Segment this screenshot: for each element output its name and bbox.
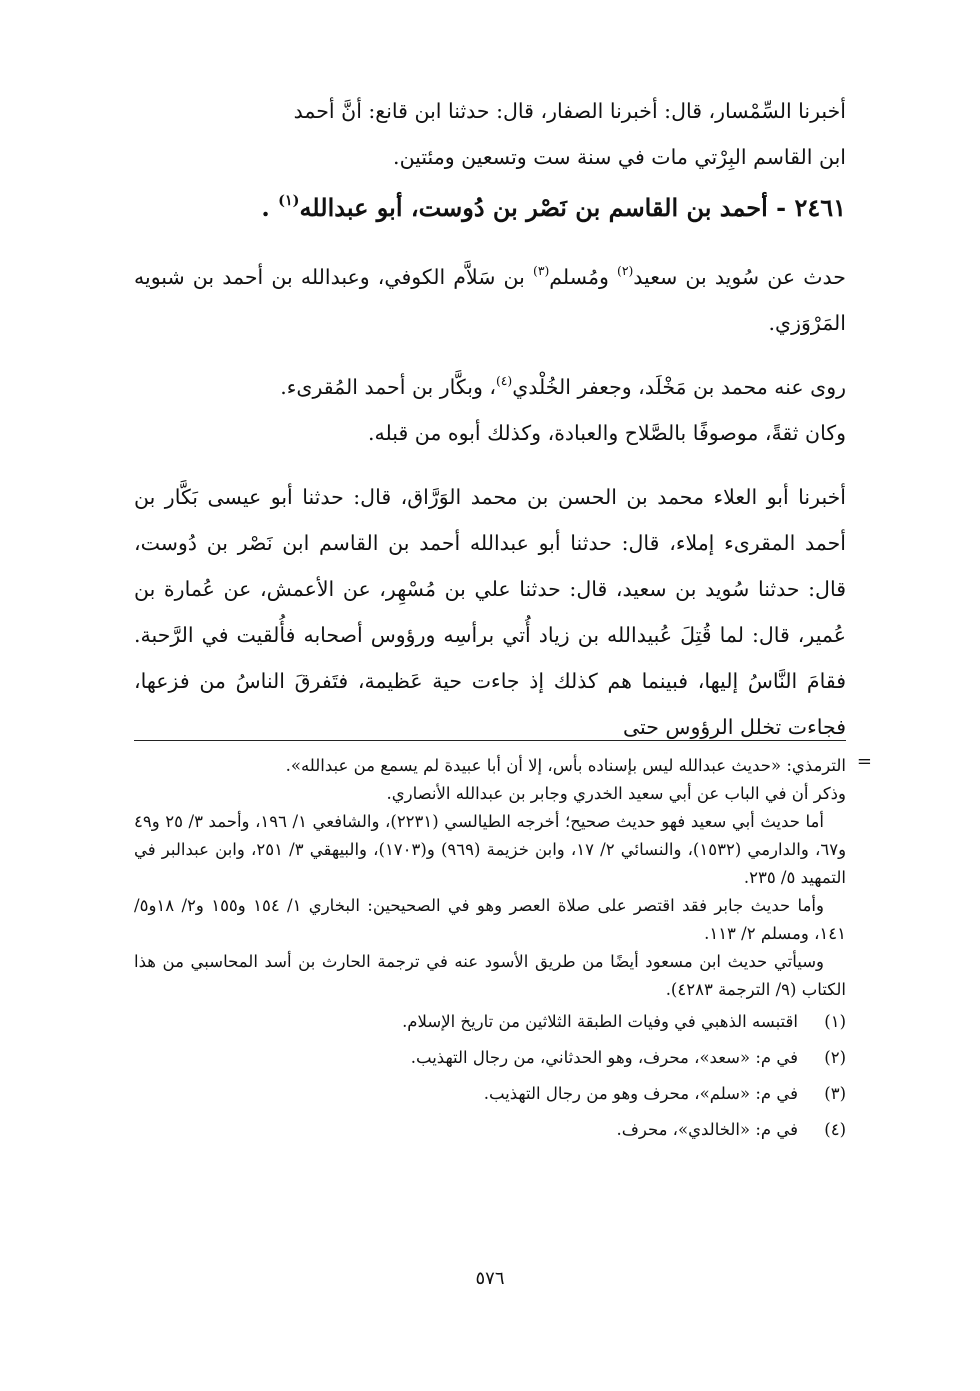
footnote-ref-4: (٤) — [495, 373, 513, 388]
note-line: وأما حديث جابر فقد اقتصر على صلاة العصر وهو في الصحيحين: البخاري ١/ ١٥٤ و١٥٥ و٢/ ١٨و٥/ ١٤١، ومسلم ٢/ ١١٣. — [134, 896, 846, 943]
continuation-mark: = — [856, 751, 872, 772]
note-line: وسيأتي حديث ابن مسعود أيضًا من طريق الأسود عنه في ترجمة الحارث بن أسد المحاسبي من هذا الكتاب (٩/ الترجمة ٤٢٨٣). — [134, 952, 846, 999]
note-line: أما حديث أبي سعيد فهو حديث صحيح؛ أخرجه الطيالسي (٢٢٣١)، والشافعي ١/ ١٩٦، وأحمد ٣/ ٢٥ و٤٩ و٦٧، والدارمي (١٥٣٢)، والنسائي ٢/ ١٧، وابن خزيمة (٩٦٩) و(١٧٠٣)، والبيهقي ٣/ ٢٥١، وابن عبدالبر في التمهيد ٥/ ٢٣٥. — [134, 812, 847, 887]
teachers-paragraph: حدث عن سُويد بن سعيد$^{(٢)}$ ومُسلم$^{(٣)}$ بن سَلاَّم الكوفي، وعبدالله بن أحمد بن شبويه المَرْوَزي. — [134, 263, 846, 335]
entry-end: . — [261, 193, 270, 222]
footnote-text: في م: «الخالدي»، محرف. — [616, 1120, 798, 1139]
footnote-number: (١) — [824, 1012, 846, 1031]
main-text — [134, 88, 846, 750]
footnote-ref-3: (٣) — [533, 263, 550, 278]
entry-heading — [134, 180, 846, 236]
footnote-divider — [134, 740, 846, 741]
footnote-4 — [134, 1112, 846, 1148]
note-line: وذكر أن في الباب عن أبي سعيد الخدري وجابر بن عبدالله الأنصاري. — [386, 784, 846, 803]
chain-paragraph: أخبرنا أبو العلاء محمد بن الحسن بن محمد الوَرَّاق، قال: حدثنا أبو عيسى بَكَّار بن أحمد المقرىء إملاء، قال: حدثنا أبو عبدالله أحمد بن القاسم ابن نَصْر بن دُوست، قال: حدثنا سُويد بن سعيد، قال: حدثنا علي بن مُسْهِر، عن الأعمش، عن عُمارة بن عُمير، قال: لما قُتِلَ عُبيدالله بن زياد أُتي برأسِه ورؤوس أصحابه فأُلقيت في الرَّحبة. فقامَ النَّاسُ إليها، فبينما هم كذلك إذ جاءت حية عَظيمة، فتَفرقَ الناسُ من فزعها، فجاءت تخلل الرؤوس حتى — [134, 485, 846, 739]
footnote-2 — [134, 1040, 846, 1076]
students-paragraph: روى عنه محمد بن مَخْلَد، وجعفر الخُلْدي$^{(٤)}$، وبكَّار بن أحمد المُقرىء. — [280, 373, 846, 399]
entry-number: ٢٤٦١ — [794, 193, 846, 222]
footnote-ref-2: (٢) — [617, 263, 634, 278]
note-line: الترمذي: «حديث عبدالله ليس بإسناده بأس، إلا أن أبا عبيدة لم يسمع من عبدالله». — [285, 756, 846, 775]
footnotes-section — [134, 752, 846, 1148]
trust-paragraph: وكان ثقةً، موصوفًا بالصَّلاح والعبادة، وكذلك أبوه من قبله. — [367, 421, 846, 445]
footnote-1 — [134, 1004, 846, 1040]
footnote-number: (٤) — [824, 1120, 846, 1139]
entry-title: - أحمد بن القاسم بن نَصْر بن دُوست، أبو عبدالله — [299, 193, 787, 222]
footnote-text: في م: «سعد»، محرف، وهو الحدثاني، من رجال التهذيب. — [410, 1048, 798, 1067]
footnote-text: اقتبسه الذهبي في وفيات الطبقة الثلاثين من تاريخ الإسلام. — [402, 1012, 798, 1031]
intro-line-1: أخبرنا السِّمْسار، قال: أخبرنا الصفار، قال: حدثنا ابن قانع: أنَّ أحمد — [293, 99, 846, 123]
footnote-number: (٣) — [824, 1084, 846, 1103]
footnote-ref-1: (١) — [278, 192, 300, 210]
footnote-3 — [134, 1076, 846, 1112]
footnote-number: (٢) — [824, 1048, 846, 1067]
footnote-text: في م: «سلم»، محرف وهو من رجال التهذيب. — [483, 1084, 798, 1103]
page-number: ٥٧٦ — [475, 1268, 505, 1289]
intro-line-2: ابن القاسم البِرْتي مات في سنة ست وتسعين ومئتين. — [393, 145, 846, 169]
